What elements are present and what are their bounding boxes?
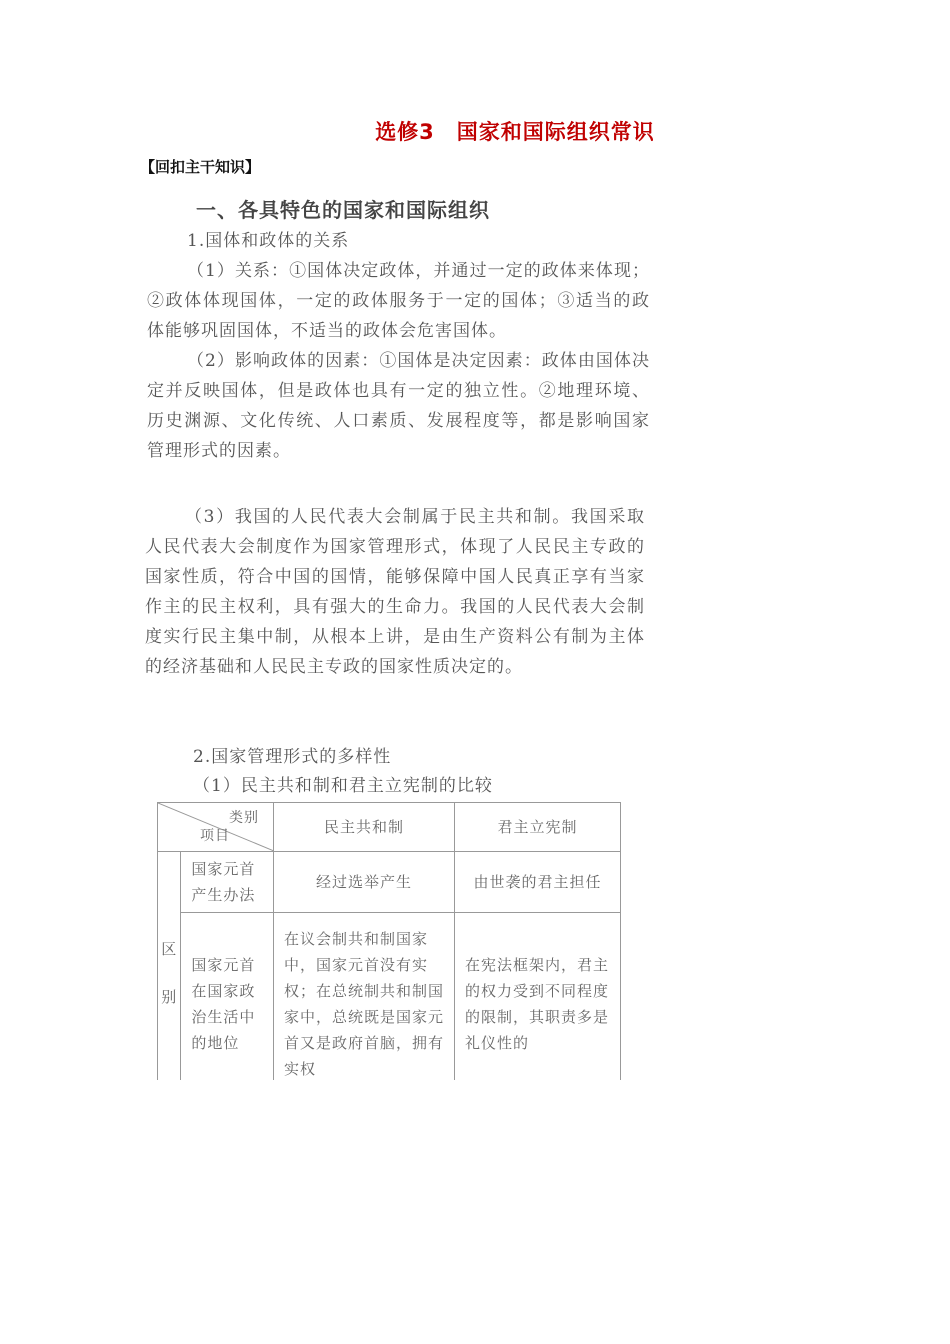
subsection-title-2: 2.国家管理形式的多样性 xyxy=(193,747,392,767)
table-cell: 在宪法框架内，君主的权力受到不同程度的限制，其职责多是礼仪性的 xyxy=(455,913,621,1095)
row-item-label: 国家元首产生办法 xyxy=(181,852,274,913)
paragraph-factors: （2）影响政体的因素：①国体是决定因素：政体由国体决定并反映国体，但是政体也具有一定的独立性。②地理环境、历史渊源、文化传统、人口素质、发展程度等，都是影响国家管理形式的因素。 xyxy=(147,351,650,461)
table-corner-cell xyxy=(158,803,274,852)
row-item-label: 国家元首在国家政治生活中的地位 xyxy=(181,913,274,1095)
column-header-republic: 民主共和制 xyxy=(274,803,455,852)
table-cell: 在议会制共和制国家中，国家元首没有实权；在总统制共和制国家中，总统既是国家元首又是政府首脑，拥有实权 xyxy=(274,913,455,1095)
section-tag: 【回扣主干知识】 xyxy=(140,158,261,176)
comparison-table xyxy=(157,802,621,1095)
page-cut-mask xyxy=(150,1080,630,1100)
subsection-title: 1.国体和政体的关系 xyxy=(187,231,350,251)
column-header-monarchy: 君主立宪制 xyxy=(455,803,621,852)
paragraph-npc-text: （3）我国的人民代表大会制属于民主共和制。我国采取人民代表大会制度作为国家管理形式，体现了人民民主专政的国家性质，符合中国的国情，能够保障中国人民真正享有当家作主的民主权利，具有强大的生命力。我国的人民代表大会制度实行民主集中制，从根本上讲，是由生产资料公有制为主体的经济基础和人民民主专政的国家性质决定的。 xyxy=(145,507,645,677)
section-1-block xyxy=(147,226,650,466)
table-cell: 经过选举产生 xyxy=(274,852,455,913)
page-title: 选修3 国家和国际组织常识 xyxy=(375,120,655,144)
paragraph-relation: （1）关系：①国体决定政体，并通过一定的政体来体现；②政体体现国体，一定的政体服务于一定的国体；③适当的政体能够巩固国体，不适当的政体会危害国体。 xyxy=(147,261,650,341)
table-header-row xyxy=(158,803,621,852)
row-group-label: 区别 xyxy=(158,852,181,1095)
section-heading: 一、各具特色的国家和国际组织 xyxy=(196,198,490,222)
corner-label-item: 项目 xyxy=(200,828,230,844)
table-row xyxy=(158,852,621,913)
comparison-subtitle: （1）民主共和制和君主立宪制的比较 xyxy=(193,776,493,796)
corner-label-category: 类别 xyxy=(229,810,259,826)
table-cell: 由世袭的君主担任 xyxy=(455,852,621,913)
paragraph-npc xyxy=(145,502,645,682)
table-row xyxy=(158,913,621,1095)
